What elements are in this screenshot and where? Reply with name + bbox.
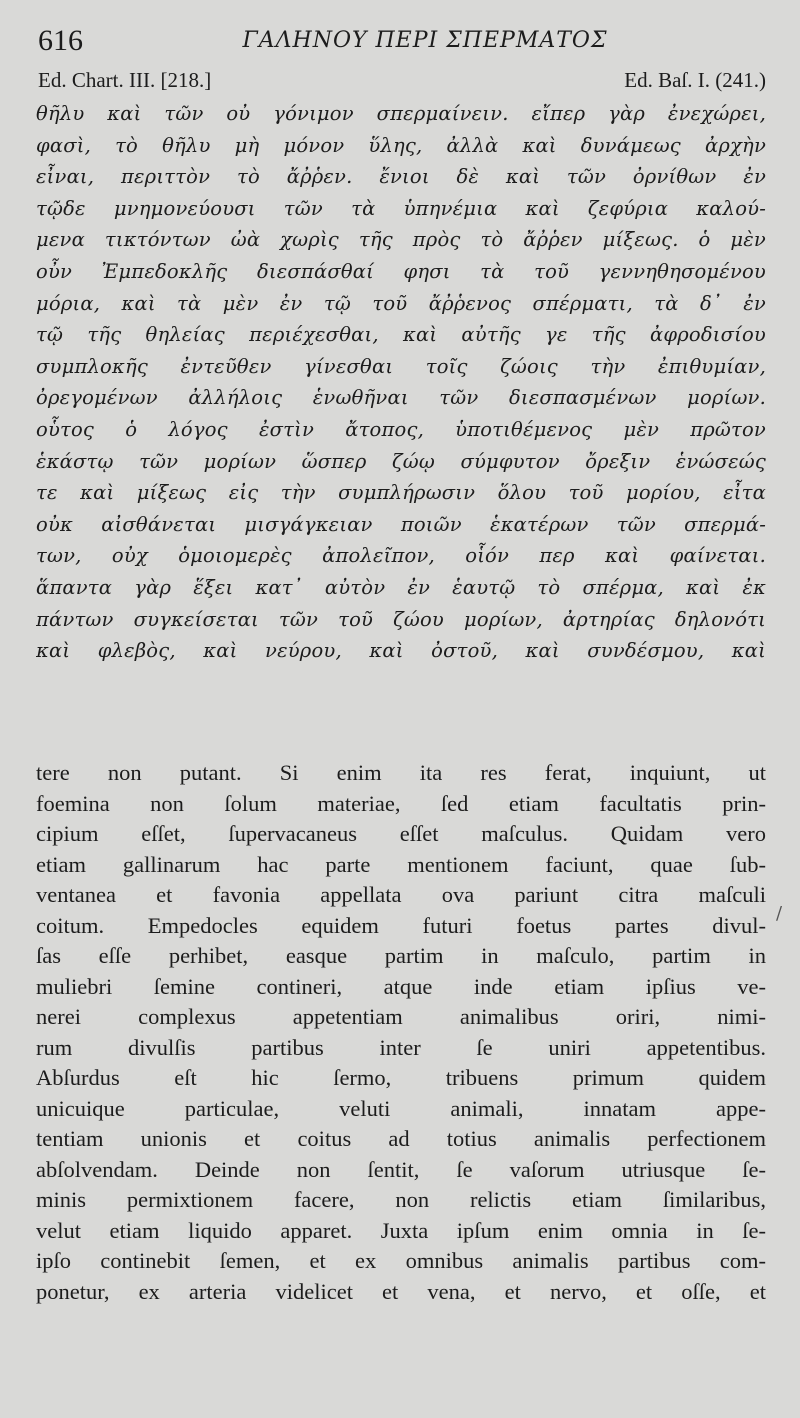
- running-title: ΓΑΛΗΝΟΥ ΠΕΡΙ ΣΠΕΡΜΑΤΟΣ: [242, 28, 608, 53]
- latin-text-line: ventanea et favonia appellata ova pariunt citra maſculi: [36, 882, 766, 907]
- greek-text-line: τε καὶ μίξεως εἰς τὴν συμπλήρωσιν ὅλου τοῦ μορίου, εἶτα: [36, 481, 766, 505]
- greek-text-line: τῷ τῆς θηλείας περιέχεσθαι, καὶ αὐτῆς γε τῆς ἀφροδισίου: [36, 323, 766, 347]
- latin-text-line: ipſo continebit ſemen, et ex omnibus animalis partibus com-: [36, 1248, 766, 1273]
- greek-text-line: οὖν Ἐμπεδοκλῆς διεσπάσθαί φησι τὰ τοῦ γεννηθησομένου: [36, 259, 766, 283]
- latin-text-line: ſas eſſe perhibet, easque partim in maſculo, partim in: [36, 943, 766, 968]
- greek-text-line: συμπλοκῆς ἐντεῦθεν γίνεσθαι τοῖς ζώοις τὴν ἐπιθυμίαν,: [36, 354, 766, 378]
- latin-text-line: muliebri ſemine contineri, atque inde etiam ipſius ve-: [36, 973, 766, 999]
- latin-text-line: unicuique particulae, veluti animali, innatam appe-: [36, 1095, 766, 1121]
- latin-text-line: tentiam unionis et coitus ad totius animalis perfectionem: [36, 1126, 766, 1151]
- greek-text-line: μόρια, καὶ τὰ μὲν ἐν τῷ τοῦ ἄῤῥενος σπέρματι, τὰ δ᾽ ἐν: [36, 291, 766, 315]
- greek-text-block: [36, 98, 766, 667]
- latin-text-line: cipium eſſet, ſupervacaneus eſſet maſculus. Quidam vero: [36, 821, 766, 846]
- greek-text-line: οὗτος ὁ λόγος ἐστὶν ἄτοπος, ὑποτιθέμενος μὲν πρῶτον: [36, 417, 766, 441]
- latin-text-line: Abſurdus eſt hic ſermo, tribuens primum quidem: [36, 1065, 766, 1090]
- greek-text-line: εἶναι, περιττὸν τὸ ἄῤῥεν. ἔνιοι δὲ καὶ τῶν ὀρνίθων ἐν: [36, 165, 766, 189]
- greek-text-line: φασὶ, τὸ θῆλυ μὴ μόνον ὕλης, ἀλλὰ καὶ δυνάμεως ἀρχὴν: [36, 133, 766, 157]
- latin-text-line: etiam gallinarum hac parte mentionem faciunt, quae ſub-: [36, 851, 766, 877]
- page-header: [30, 22, 770, 62]
- latin-text-line: foemina non ſolum materiae, ſed etiam facultatis prin-: [36, 790, 766, 816]
- margin-mark: /: [776, 903, 783, 924]
- latin-text-line: rum divulſis partibus inter ſe uniri appetentibus.: [36, 1034, 766, 1060]
- latin-translation-block: [36, 758, 766, 1307]
- greek-text-line: ἑκάστῳ τῶν μορίων ὥσπερ ζώῳ σύμφυτον ὄρεξιν ἑνώσεώς: [36, 449, 766, 473]
- greek-text-line: τῷδε μνημονεύουσι τῶν τὰ ὑπηνέμια καὶ ζεφύρια καλού-: [36, 196, 766, 220]
- greek-text-line: θῆλυ καὶ τῶν οὐ γόνιμον σπερμαίνειν. εἴπερ γὰρ ἐνεχώρει,: [36, 102, 766, 125]
- greek-text-line: καὶ φλεβὸς, καὶ νεύρου, καὶ ὀστοῦ, καὶ συνδέσμου, καὶ: [36, 639, 766, 663]
- greek-text-line: πάντων συγκείσεται τῶν τοῦ ζώου μορίων, ἀρτηρίας δηλονότι: [36, 607, 766, 631]
- latin-text-line: ponetur, ex arteria videlicet et vena, et nervo, et oſſe, et: [36, 1278, 766, 1304]
- page-number: 616: [38, 24, 83, 57]
- latin-text-line: minis permixtionem facere, non relictis etiam ſimilaribus,: [36, 1187, 766, 1212]
- greek-text-line: των, οὐχ ὁμοιομερὲς ἀπολεῖπον, οἷόν περ καὶ φαίνεται.: [36, 544, 766, 568]
- latin-text-line: velut etiam liquido apparet. Juxta ipſum enim omnia in ſe-: [36, 1217, 766, 1243]
- greek-text-line: οὐκ αἰσθάνεται μισγάγκειαν ποιῶν ἑκατέρων τῶν σπερμά-: [36, 512, 766, 536]
- edition-basel-reference: Ed. Baſ. I. (241.): [624, 68, 766, 92]
- edition-chartier-reference: Ed. Chart. III. [218.]: [38, 68, 212, 92]
- greek-text-line: μενα τικτόντων ὠὰ χωρὶς τῆς πρὸς τὸ ἄῤῥεν μίξεως. ὁ μὲν: [36, 228, 766, 252]
- latin-text-line: nerei complexus appetentiam animalibus oriri, nimi-: [36, 1004, 766, 1029]
- latin-text-line: coitum. Empedocles equidem futuri foetus partes divul-: [36, 912, 766, 938]
- edition-reference-line: [38, 68, 766, 96]
- greek-text-line: ὀρεγομένων ἀλλήλοις ἑνωθῆναι τῶν διεσπασμένων μορίων.: [36, 386, 766, 410]
- greek-text-line: ἅπαντα γὰρ ἕξει κατ᾽ αὐτὸν ἐν ἑαυτῷ τὸ σπέρμα, καὶ ἐκ: [36, 575, 766, 599]
- latin-text-line: tere non putant. Si enim ita res ferat, inquiunt, ut: [36, 760, 766, 785]
- latin-text-line: abſolvendam. Deinde non ſentit, ſe vaſorum utriusque ſe-: [36, 1156, 766, 1182]
